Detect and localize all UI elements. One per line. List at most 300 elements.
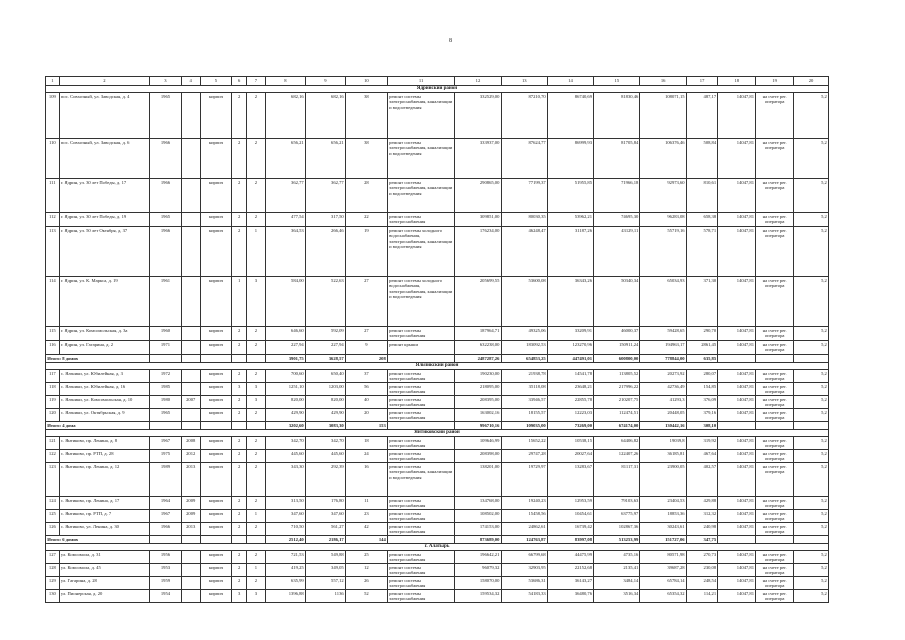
table-cell: 190230,00 [455,370,501,383]
table-cell: 1136 [305,590,345,603]
table-cell: 2 [246,551,265,564]
table-cell: 138201,00 [455,463,501,497]
table-cell: на счете рег. оператора [756,227,794,277]
table-cell: 2 [246,139,265,179]
table-cell: 196642,21 [455,551,501,564]
table-cell: 36343,26 [547,277,593,327]
table-cell: 126 [46,523,60,536]
table-cell: 5,2 [794,510,829,523]
table-cell: ремонт системы электроснабжения, канализации и водоотведения [387,179,454,213]
table-cell: 109 [46,93,60,139]
table-cell: 227,94 [265,341,305,355]
table-cell: 364,53 [265,227,305,277]
table-cell: 113 [46,227,60,277]
table-cell: 342,70 [305,437,345,450]
section-title-row [46,86,829,93]
total-cell [387,355,454,363]
total-cell: 151727,06 [640,536,686,544]
table-cell: 14047,81 [718,523,756,536]
table-cell: 2 [232,510,247,523]
table-cell: 362,77 [265,179,305,213]
total-cell: 654853,25 [501,355,547,363]
table-cell: г. Ядрин, ул. 30 лет Победы, д. 19 [59,213,150,227]
table-cell: ремонт системы холодного водоснабжения, электроснабжения, канализации и водоотведения [387,277,454,327]
table-cell: 15458,56 [501,510,547,523]
table-cell: 27 [345,277,387,327]
table-cell: 2 [232,437,247,450]
table-cell: 18853,36 [640,510,686,523]
table-cell: 270,73 [686,551,718,564]
table-cell: 402,57 [686,463,718,497]
column-number: 2 [59,77,150,86]
table-cell: ремонт системы электроснабжения [387,510,454,523]
table-cell: 18155,57 [501,409,547,422]
table-cell [181,213,200,227]
table-cell: 1967 [150,437,182,450]
table-cell: 1954 [150,590,182,603]
table-cell: 309851,00 [455,213,501,227]
table-cell: 2009 [181,497,200,510]
table-cell: 80571,98 [640,551,686,564]
total-cell [718,355,756,363]
table-cell: ремонт системы холодного водоснабжения, электроснабжения, канализации и водоотведения [387,227,454,277]
total-cell: 674174,00 [594,422,640,430]
table-cell: 362,77 [305,179,345,213]
table-cell: кирпич [200,277,232,327]
table-cell: ремонт системы электроснабжения [387,497,454,510]
table-cell: 92973,60 [640,179,686,213]
table-cell: 81830,46 [594,93,640,139]
table-cell: 1980 [150,396,182,409]
table-cell: 333937,00 [455,139,501,179]
table-cell: 379,16 [686,409,718,422]
table-cell: 332529,00 [455,93,501,139]
table-cell: 10538,15 [547,437,593,450]
table-cell: ул. Гагарина, д. 28 [59,577,150,590]
table-cell: 42736,49 [640,383,686,396]
table-cell: ремонт системы электроснабжения [387,409,454,422]
table-cell: 74695,30 [594,213,640,227]
table-cell: кирпич [200,497,232,510]
table-row [46,551,829,564]
table-cell: 2 [246,341,265,355]
table-cell: 2 [246,213,265,227]
table-cell: 5,2 [794,277,829,327]
table-cell: 51955,85 [547,179,593,213]
total-cell: 2512,40 [265,536,305,544]
table-cell: 49325,06 [501,327,547,341]
table-cell: 96283,08 [640,213,686,227]
table-cell: 3 [232,590,247,603]
total-cell: 73269,00 [547,422,593,430]
table-cell: 3 [246,277,265,327]
table-cell: на счете рег. оператора [756,437,794,450]
table-cell: 820,00 [305,396,345,409]
table-cell: 313,50 [265,497,305,510]
table-cell: 38 [345,139,387,179]
table-cell: с. Яльчики, ул. Комсомольская, д. 10 [59,396,150,409]
table-cell: 19729,97 [501,463,547,497]
table-cell: 112 [46,213,60,227]
table-cell: 1966 [150,227,182,277]
table-cell: 128 [46,564,60,577]
total-cell: 3202,60 [265,422,305,430]
table-cell: 205699,55 [455,277,501,327]
table-cell: 5,2 [794,409,829,422]
table-cell: 1972 [150,370,182,383]
table-cell: 2 [232,179,247,213]
table-cell: 35118,08 [501,383,547,396]
column-number: 19 [756,77,794,86]
table-cell: ул. Комсомола, д. 31 [59,551,150,564]
table-cell: кирпич [200,93,232,139]
table-cell: 3 [246,396,265,409]
table-cell: 53600,08 [501,277,547,327]
table-cell: 14047,81 [718,277,756,327]
table-cell: 371,30 [686,277,718,327]
table-cell: 1967 [150,510,182,523]
table-cell: 54183,33 [501,590,547,603]
table-cell: 43129,11 [594,227,640,277]
total-row [46,355,829,363]
table-cell [181,139,200,179]
table-cell: 1965 [150,409,182,422]
table-cell: 27 [345,327,387,341]
table-cell: 32903,95 [501,564,547,577]
table-cell: 5,2 [794,437,829,450]
register-table [45,76,829,603]
total-cell: 513253,99 [594,536,640,544]
table-cell: ремонт системы электроснабжения, канализации и водоотведения [387,93,454,139]
table-cell: 37 [345,370,387,383]
table-cell: 46000,37 [594,327,640,341]
table-cell: 118 [46,383,60,396]
table-cell: 429,90 [265,409,305,422]
table-cell: на счете рег. оператора [756,93,794,139]
table-cell: на счете рег. оператора [756,590,794,603]
table-row [46,523,829,536]
table-row [46,450,829,463]
table-cell: 208398,00 [455,450,501,463]
table-cell: 2 [246,523,265,536]
table-cell: 347,60 [305,510,345,523]
table-cell: 290865,00 [455,179,501,213]
table-cell: 487,17 [686,93,718,139]
table-cell: ремонт системы электроснабжения [387,551,454,564]
total-cell [232,422,247,430]
table-row [46,383,829,396]
table-cell: 20027,64 [547,450,593,463]
table-cell: 2 [246,179,265,213]
table-cell: на счете рег. оператора [756,139,794,179]
table-cell: 467,64 [686,450,718,463]
table-cell: 163002,16 [455,409,501,422]
column-number: 3 [150,77,182,86]
table-cell: 3 [246,383,265,396]
table-cell: 1956 [150,551,182,564]
table-cell: г. Ядрин, ул. 30 лет Победы, д. 17 [59,179,150,213]
table-cell: 150911,24 [594,341,640,355]
table-cell: 557,12 [305,577,345,590]
total-cell [246,422,265,430]
table-cell: кирпич [200,450,232,463]
table-cell: 5,2 [794,450,829,463]
table-cell: 5,2 [794,564,829,577]
table-cell: 312,32 [686,510,718,523]
table-cell: 317,50 [305,213,345,227]
table-cell: 4735,16 [594,551,640,564]
table-cell [181,227,200,277]
table-cell: 14047,81 [718,409,756,422]
total-cell: 83997,08 [547,536,593,544]
table-cell: 56 [345,383,387,396]
table-cell: 23900,05 [640,463,686,497]
table-cell: 584,00 [265,277,305,327]
table-cell: 5,2 [794,383,829,396]
table-cell: пос. Совхозный, ул. Заводская, д. 6 [59,139,150,179]
table-cell: 376,09 [686,396,718,409]
total-cell [794,536,829,544]
table-cell: г. Ядрин, ул. Гагарина, д. 2 [59,341,150,355]
table-cell: 14047,81 [718,551,756,564]
table-cell: 176234,00 [455,227,501,277]
table-cell: с. Янтиково, пр. Ленина, д. 12 [59,463,150,497]
table-cell: 65034,93 [640,277,686,327]
table-cell: 5,2 [794,551,829,564]
table-cell: 632238,00 [455,341,501,355]
table-cell: 2 [232,213,247,227]
total-cell [200,536,232,544]
total-cell [387,422,454,430]
table-row [46,341,829,355]
column-number: 18 [718,77,756,86]
table-row [46,437,829,450]
table-row [46,396,829,409]
table-cell: 2 [246,370,265,383]
total-cell: 3901,75 [265,355,305,363]
table-cell: ремонт системы электроснабжения, канализации и водоотведения [387,463,454,497]
table-cell: 129 [46,577,60,590]
table-cell: 429,88 [686,497,718,510]
table-cell: 2 [232,523,247,536]
table-cell: на счете рег. оператора [756,564,794,577]
table-cell: на счете рег. оператора [756,523,794,536]
table-cell: 29747,28 [501,450,547,463]
total-cell: 873689,00 [455,536,501,544]
table-cell: ремонт системы электроснабжения [387,396,454,409]
table-cell: 14047,81 [718,396,756,409]
table-cell: 23404,53 [640,497,686,510]
table-row [46,564,829,577]
table-cell: на счете рег. оператора [756,213,794,227]
table-cell: 16 [345,463,387,497]
table-cell: 127 [46,551,60,564]
table-cell [181,590,200,603]
table-cell: 810,61 [686,179,718,213]
total-cell: 3628,57 [305,355,345,363]
table-row [46,227,829,277]
table-cell: 1203,00 [305,383,345,396]
total-cell: 600800,00 [594,355,640,363]
total-cell: 447491,01 [547,355,593,363]
total-cell [246,536,265,544]
total-cell: 996710,16 [455,422,501,430]
table-cell: 240,98 [686,523,718,536]
table-cell: кирпич [200,396,232,409]
table-cell: 44475,99 [547,551,593,564]
table-cell: 14047,81 [718,564,756,577]
column-number: 11 [387,77,454,86]
table-cell: 122 [46,450,60,463]
table-cell [181,327,200,341]
table-cell: на счете рег. оператора [756,396,794,409]
column-number: 8 [265,77,305,86]
table-cell: на счете рег. оператора [756,450,794,463]
table-cell: 12 [345,564,387,577]
table-cell: 14047,81 [718,463,756,497]
table-cell: 290,70 [686,327,718,341]
table-row [46,463,829,497]
table-row [46,327,829,341]
table-cell: 19 [345,227,387,277]
table-cell: 2 [246,577,265,590]
table-row [46,179,829,213]
table-cell: 578,71 [686,227,718,277]
table-cell: кирпич [200,327,232,341]
table-cell: 2 [232,463,247,497]
table-cell: 3484,14 [594,577,640,590]
table-cell: 14047,81 [718,341,756,355]
table-cell: 52 [345,590,387,603]
table-cell: 5,2 [794,463,829,497]
table-cell [181,577,200,590]
table-cell: на счете рег. оператора [756,383,794,396]
table-cell [181,370,200,383]
table-cell: 1959 [150,577,182,590]
table-cell: 2 [232,564,247,577]
table-cell [181,551,200,564]
table-cell: 14047,81 [718,577,756,590]
table-cell: 2 [246,463,265,497]
total-cell [794,355,829,363]
table-cell: 14047,81 [718,590,756,603]
table-cell: 20273,92 [640,370,686,383]
column-number-row [46,77,829,86]
table-cell: с. Янтиково, пр. РТП, д. 28 [59,450,150,463]
table-cell: 2013 [181,463,200,497]
table-cell: 347,60 [265,510,305,523]
table-cell: 114 [46,277,60,327]
table-cell: 86740,69 [547,93,593,139]
table-cell: 2009 [181,510,200,523]
total-cell: 3083,30 [305,422,345,430]
table-cell: 1964 [150,497,182,510]
table-cell: 592,09 [305,327,345,341]
table-cell: 65784,14 [640,577,686,590]
table-cell: 227,94 [305,341,345,355]
table-cell: 2008 [181,437,200,450]
table-cell: 5,2 [794,396,829,409]
table-cell: 108071,15 [640,93,686,139]
table-cell: на счете рег. оператора [756,341,794,355]
table-cell: кирпич [200,590,232,603]
table-cell: 86999,93 [547,139,593,179]
table-cell: 122407,26 [594,450,640,463]
total-row [46,536,829,544]
table-cell: 14541,78 [547,370,593,383]
table-cell: 79103,63 [594,497,640,510]
table-cell: 134768,00 [455,497,501,510]
table-cell: на счете рег. оператора [756,327,794,341]
column-number: 4 [181,77,200,86]
table-cell: 96079,32 [455,564,501,577]
table-cell: 130 [46,590,60,603]
table-cell: 1 [232,277,247,327]
page-number: 8 [449,38,452,44]
total-cell: 308,10 [686,422,718,430]
table-cell: на счете рег. оператора [756,510,794,523]
table-cell: 2 [232,227,247,277]
table-cell: кирпич [200,551,232,564]
table-cell: 159534,32 [455,590,501,603]
table-cell: кирпич [200,179,232,213]
table-cell: 658,38 [686,213,718,227]
table-cell: 2 [232,551,247,564]
table-cell: 208395,00 [455,396,501,409]
table-cell: 174153,00 [455,523,501,536]
total-cell [246,355,265,363]
table-cell: кирпич [200,139,232,179]
total-cell [718,536,756,544]
table-cell: 71966,18 [594,179,640,213]
section-title-row [46,363,829,370]
table-cell: 5,2 [794,179,829,213]
total-cell: 347,75 [686,536,718,544]
table-cell: 125 [46,510,60,523]
table-cell: 1989 [150,463,182,497]
table-cell: 14047,81 [718,510,756,523]
column-number: 7 [246,77,265,86]
table-cell: 3 [246,590,265,603]
table-cell: ремонт системы электроснабжения [387,213,454,227]
table-cell: 106376,46 [640,139,686,179]
table-cell: 477,54 [265,213,305,227]
table-cell: 5,2 [794,341,829,355]
table-cell: 12953,59 [547,497,593,510]
total-cell [756,422,794,430]
table-cell: 1965 [150,93,182,139]
table-cell: 210207,75 [594,396,640,409]
table-cell: 2861,45 [686,341,718,355]
table-cell: 119 [46,396,60,409]
section-title-row [46,430,829,437]
table-cell: 5,2 [794,523,829,536]
table-cell: 14047,81 [718,383,756,396]
table-cell: 33209,91 [547,327,593,341]
total-cell: 130442,16 [640,422,686,430]
table-cell: 36185,81 [640,450,686,463]
table-cell: ул. Пионерская, д. 20 [59,590,150,603]
table-row [46,277,829,327]
table-cell: 2 [246,497,265,510]
table-cell: 55719,16 [640,227,686,277]
table-cell: 25 [345,551,387,564]
table-cell: 1251,10 [265,383,305,396]
table-cell: 1 [246,510,265,523]
table-cell: на счете рег. оператора [756,497,794,510]
table-cell: 15652,22 [501,437,547,450]
table-cell: 682,16 [305,93,345,139]
